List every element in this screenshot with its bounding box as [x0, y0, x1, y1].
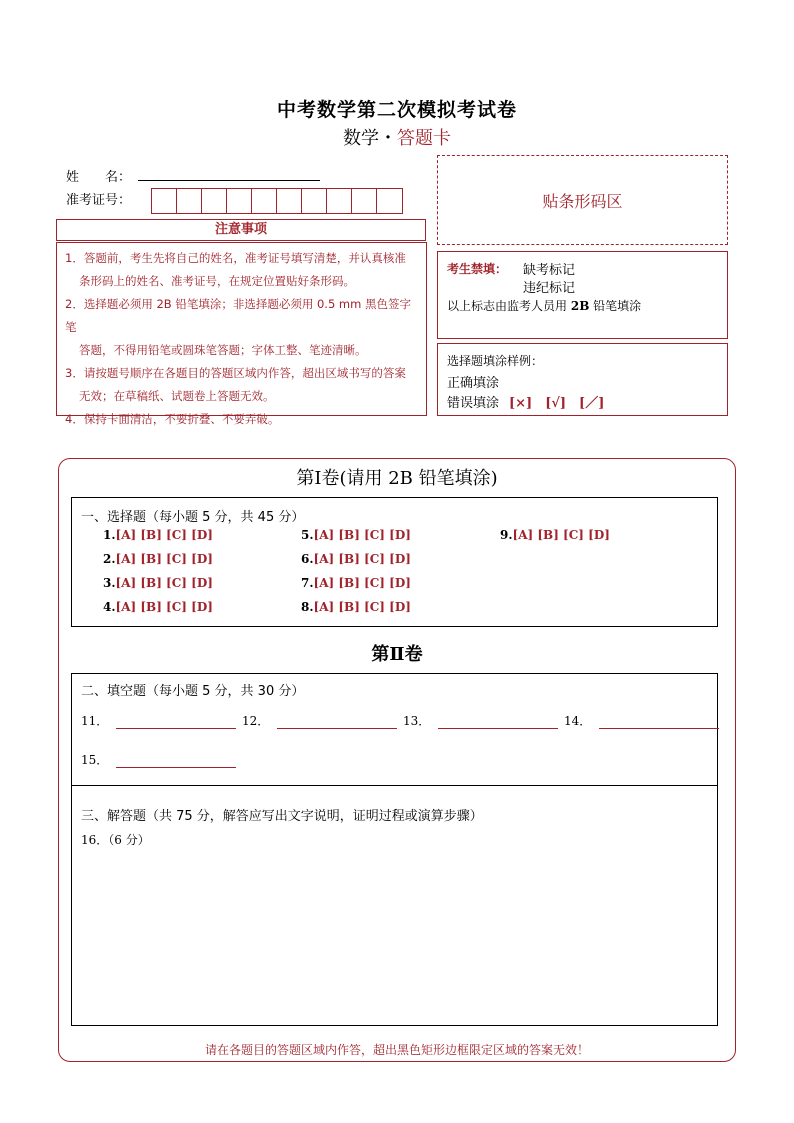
id-digit-box[interactable]	[152, 189, 177, 213]
id-digit-box[interactable]	[327, 189, 352, 213]
mcq-question-2[interactable]: 2.[A] [B] [C] [D]	[103, 552, 213, 566]
mcq-section	[71, 497, 718, 627]
notice-item: 1．答题前，考生先将自己的姓名，准考证号填写清楚，并认真核准	[65, 251, 406, 265]
blank-15[interactable]: 15．	[81, 751, 236, 768]
mcq-question-4[interactable]: 4.[A] [B] [C] [D]	[103, 600, 213, 614]
id-digit-box[interactable]	[202, 189, 227, 213]
answer-section-title: 三、解答题（共 75 分，解答应写出文字说明，证明过程或演算步骤）	[81, 809, 483, 824]
name-label: 姓 名：	[66, 170, 132, 185]
ban-note	[447, 297, 641, 314]
example-correct: 正确填涂	[447, 376, 500, 391]
ban-note-text: 以上标志由监考人员用	[447, 299, 568, 313]
exam-id-label: 准考证号：	[66, 193, 132, 208]
notice-item-cont: 答题，不得用铅笔或圆珠笔答题；字体工整、笔迹清晰。	[79, 343, 367, 357]
example-wrong	[447, 392, 604, 411]
ban-note-text: 铅笔填涂	[593, 299, 642, 313]
notice-item: 2．选择题必须用 2B 铅笔填涂；非选择题必须用 0.5 mm 黑色签字笔	[65, 297, 411, 334]
notice-box	[56, 242, 427, 426]
exam-subtitle	[0, 124, 794, 150]
section-divider	[71, 785, 718, 786]
notice-item: 3．请按题号顺序在各题目的答题区域内作答，超出区域书写的答案	[65, 366, 406, 380]
notice-item-cont: 条形码上的姓名、准考证号，在规定位置贴好条形码。	[79, 274, 355, 288]
example-wrong-marks: [×] [√] [／]	[509, 396, 605, 411]
example-title: 选择题填涂样例：	[447, 354, 544, 368]
blank-13[interactable]: 13．	[403, 712, 558, 729]
subtitle-answer-card: 答题卡	[397, 128, 451, 149]
example-wrong-label: 错误填涂	[447, 396, 500, 411]
question-16-answer-area[interactable]	[81, 852, 707, 1017]
barcode-label: 贴条形码区	[542, 191, 623, 211]
blank-14[interactable]: 14．	[564, 712, 719, 729]
part1-title: 第Ⅰ卷(请用 2B 铅笔填涂)	[296, 468, 498, 489]
notice-item: 4．保持卡面清洁，不要折叠、不要弄破。	[65, 412, 280, 426]
name-field-line[interactable]	[138, 180, 320, 181]
barcode-area	[437, 155, 728, 245]
exam-title: 中考数学第二次模拟考试卷	[276, 99, 517, 121]
blank-11[interactable]: 11．	[81, 712, 236, 729]
notice-item-cont: 无效；在草稿纸、试题卷上答题无效。	[79, 389, 275, 403]
ban-note-pencil: 2B	[570, 299, 590, 313]
mcq-question-6[interactable]: 6.[A] [B] [C] [D]	[301, 552, 411, 566]
notice-heading: 注意事项	[56, 219, 426, 241]
exam-id-boxes[interactable]	[151, 188, 403, 214]
mcq-section-title: 一、选择题（每小题 5 分，共 45 分）	[81, 510, 305, 525]
ban-box	[437, 251, 728, 339]
mcq-question-7[interactable]: 7.[A] [B] [C] [D]	[301, 576, 411, 590]
id-digit-box[interactable]	[302, 189, 327, 213]
subtitle-subject: 数学・	[343, 128, 397, 149]
mcq-question-8[interactable]: 8.[A] [B] [C] [D]	[301, 600, 411, 614]
ban-label: 考生禁填：	[447, 262, 508, 276]
id-digit-box[interactable]	[277, 189, 302, 213]
id-digit-box[interactable]	[352, 189, 377, 213]
blank-12[interactable]: 12．	[242, 712, 397, 729]
fill-section-title: 二、填空题（每小题 5 分，共 30 分）	[81, 684, 305, 699]
id-digit-box[interactable]	[177, 189, 202, 213]
part2-title: 第Ⅱ卷	[371, 644, 423, 665]
mcq-question-3[interactable]: 3.[A] [B] [C] [D]	[103, 576, 213, 590]
fill-example-box	[437, 343, 728, 416]
absent-mark[interactable]: 缺考标记	[523, 263, 576, 278]
id-digit-box[interactable]	[252, 189, 277, 213]
mcq-question-9[interactable]: 9.[A] [B] [C] [D]	[500, 528, 610, 542]
part2-section	[71, 673, 718, 1026]
question-16-label: 16．（6 分）	[81, 833, 150, 847]
id-digit-box[interactable]	[227, 189, 252, 213]
footer-warning: 请在各题目的答题区域内作答，超出黑色矩形边框限定区域的答案无效！	[204, 1043, 589, 1057]
mcq-question-1[interactable]: 1.[A] [B] [C] [D]	[103, 528, 213, 542]
mcq-question-5[interactable]: 5.[A] [B] [C] [D]	[301, 528, 411, 542]
violation-mark[interactable]: 违纪标记	[523, 281, 576, 296]
id-digit-box[interactable]	[377, 189, 402, 213]
